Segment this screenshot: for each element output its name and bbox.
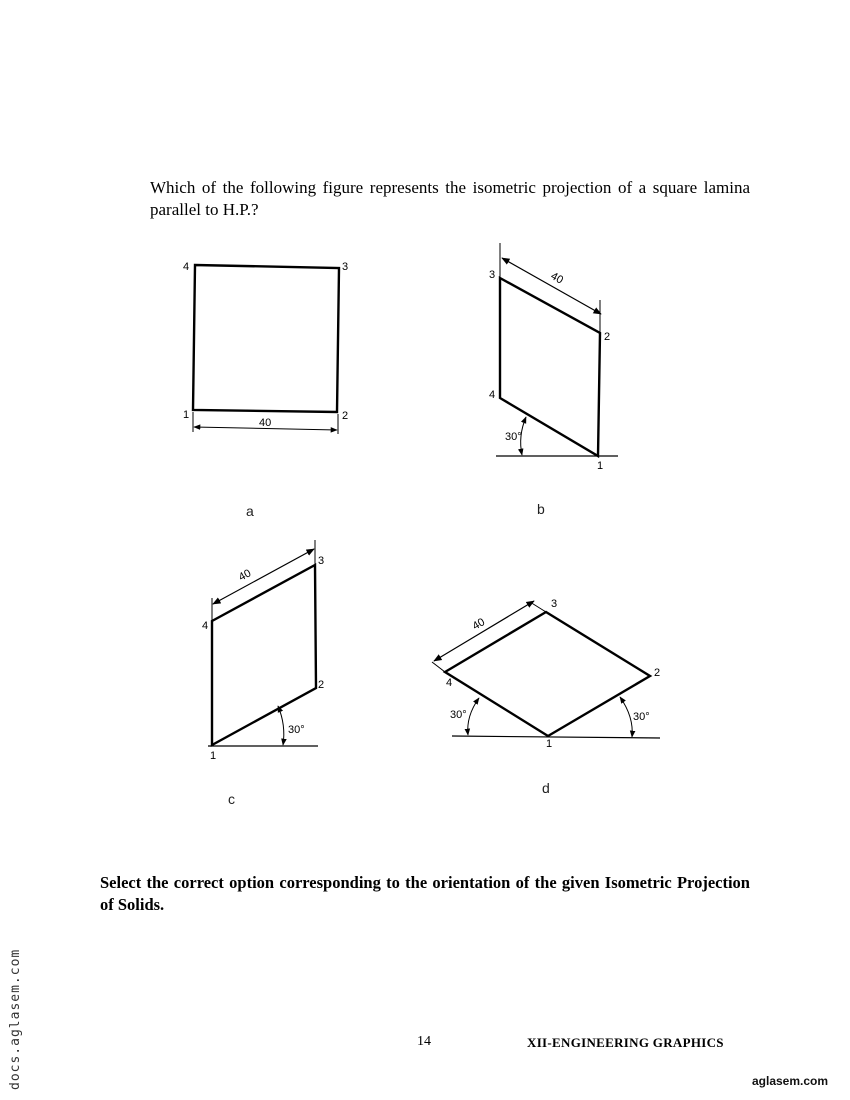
figure-c	[202, 540, 324, 807]
figure-d-dimension-line	[434, 601, 534, 661]
figure-b-point-1: 1	[597, 460, 604, 472]
figure-d	[432, 598, 660, 796]
figure-c-angle-label: 30°	[288, 724, 305, 736]
figure-b-label: b	[537, 501, 545, 517]
figure-d-left-angle-label: 30°	[450, 709, 467, 721]
figure-d-point-2: 2	[654, 667, 661, 679]
page-number: 14	[417, 1034, 431, 1049]
figure-b-point-4: 4	[489, 389, 496, 401]
figure-c-point-2: 2	[318, 679, 325, 691]
figure-c-label: c	[228, 791, 235, 807]
figure-c-lamina	[212, 565, 316, 745]
figure-a-point-2: 2	[342, 410, 349, 422]
figure-c-point-3: 3	[318, 555, 325, 567]
instruction-text: Select the correct option corresponding to the orientation of the given Isometric Projection of Solids.	[100, 873, 750, 914]
figure-a-point-4: 4	[183, 261, 190, 273]
figure-d-label: d	[542, 780, 550, 796]
brand-text: aglasem.com	[752, 1074, 829, 1088]
figure-a	[183, 261, 348, 519]
figure-b-angle-label: 30°	[505, 431, 522, 443]
figure-d-point-1: 1	[546, 738, 553, 750]
figure-d-ground-line	[452, 736, 660, 738]
figure-c-point-1: 1	[210, 750, 217, 762]
figure-c-dimension-line	[213, 549, 314, 604]
figure-a-point-3: 3	[342, 261, 349, 273]
figure-a-point-1: 1	[183, 409, 190, 421]
figure-a-label: a	[246, 503, 254, 519]
watermark-text: docs.aglasem.com	[8, 948, 23, 1090]
figure-b-point-3: 3	[489, 269, 496, 281]
figure-a-dimension-label: 40	[259, 417, 272, 429]
figure-d-point-3: 3	[551, 598, 558, 610]
figure-d-right-angle-arc	[620, 697, 632, 737]
figure-d-dimension-label: 40	[470, 616, 488, 633]
figure-d-right-angle-label: 30°	[633, 711, 650, 723]
figure-c-point-4: 4	[202, 620, 209, 632]
figure-c-angle-arc	[278, 706, 284, 745]
footer-title: XII-ENGINEERING GRAPHICS	[527, 1035, 724, 1050]
figure-c-dimension-label: 40	[236, 567, 254, 584]
figure-b-point-2: 2	[604, 331, 611, 343]
figure-b-dimension-label: 40	[548, 270, 566, 287]
question-text: Which of the following figure represents the isometric projection of a square lamina parallel to H.P.?	[150, 178, 750, 219]
figure-d-left-angle-arc	[468, 698, 479, 735]
figure-d-point-4: 4	[446, 677, 453, 689]
figure-b	[489, 243, 618, 517]
figure-a-square	[193, 265, 339, 412]
